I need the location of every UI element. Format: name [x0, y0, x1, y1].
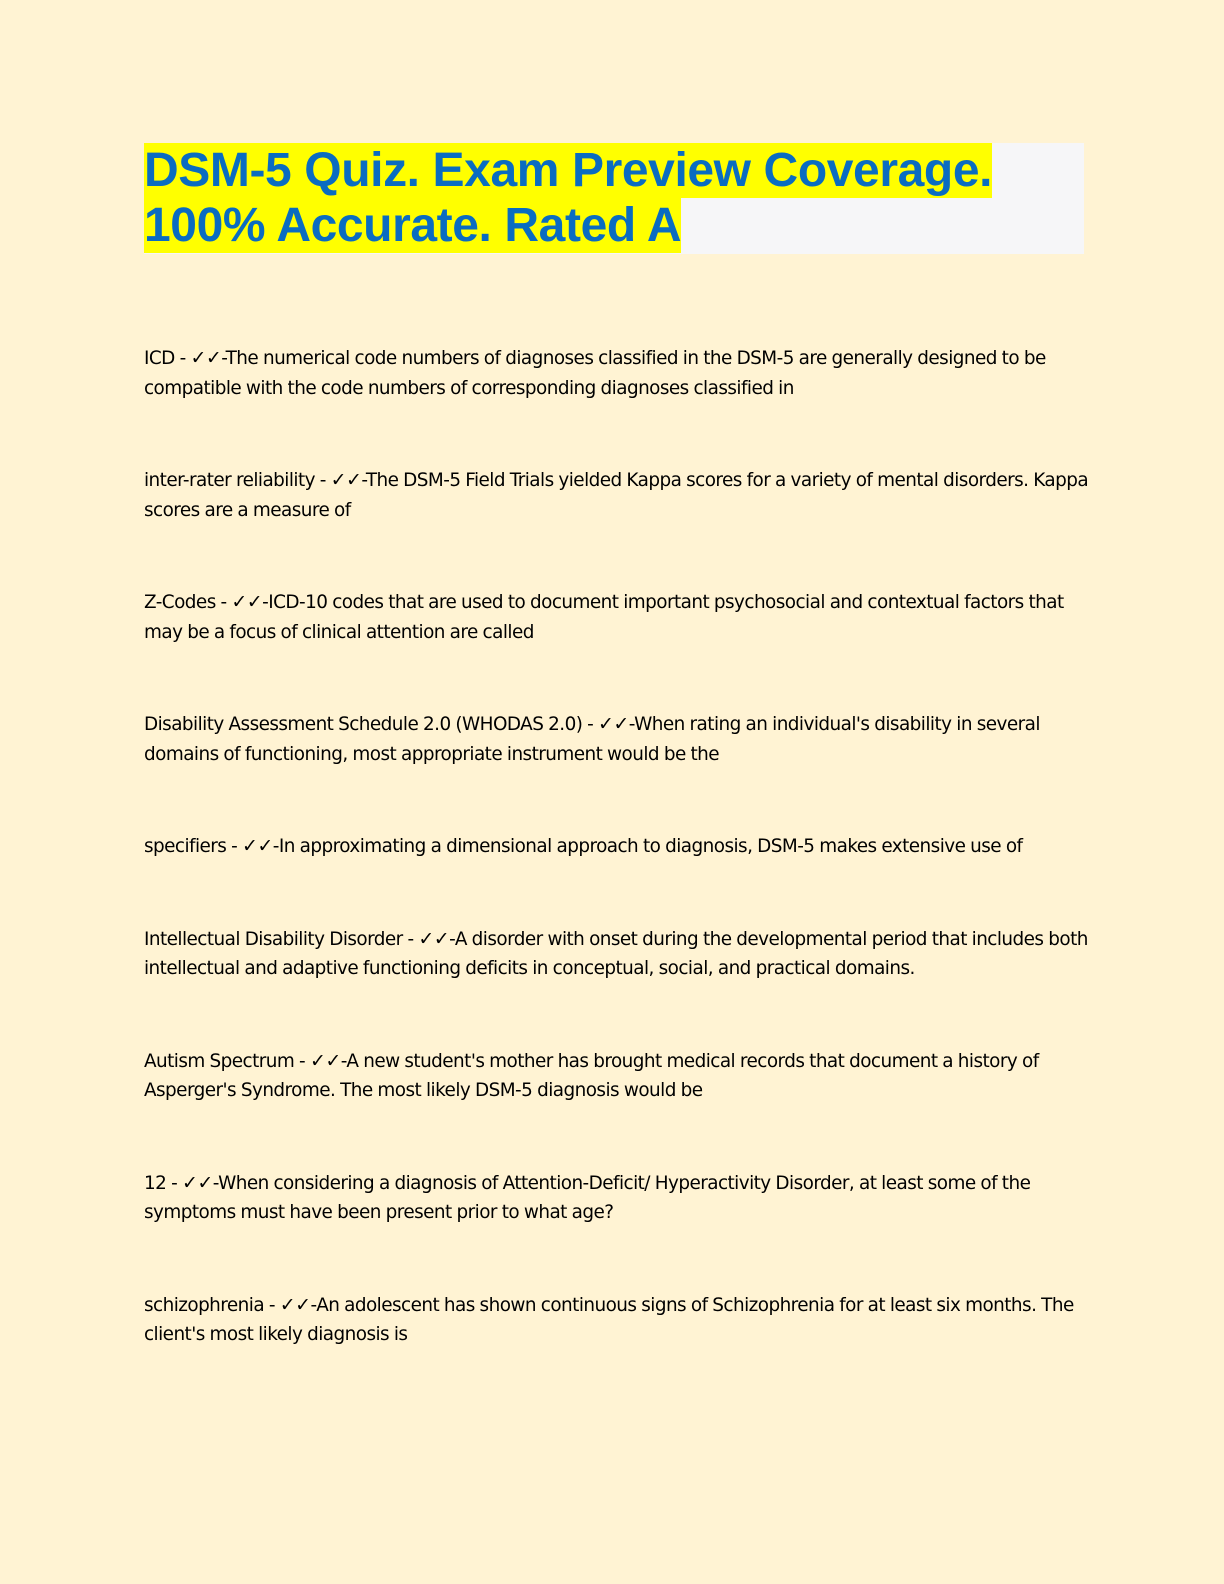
qa-definition: A disorder with onset during the developmental period that includes both intellectual and adaptive functioning deficits in conceptual, social, and practical domains.: [144, 928, 1088, 979]
qa-definition: A new student's mother has brought medical records that document a history of Asperger's Syndrome. The most likely DSM-5 diagnosis would be: [144, 1050, 1039, 1101]
qa-list: [144, 344, 1089, 1350]
qa-item: Intellectual Disability Disorder - ✓✓-A disorder with onset during the developmental period that includes both intellectual and adaptive functioning deficits in conceptual, social, and practical domains.: [144, 927, 1088, 979]
qa-item: schizophrenia - ✓✓-An adolescent has shown continuous signs of Schizophrenia for at least six months. The client's most likely diagnosis is: [144, 1293, 1074, 1345]
title-block: [144, 143, 1084, 254]
qa-term: Autism Spectrum: [144, 1050, 295, 1072]
qa-term: inter-rater reliability: [144, 470, 315, 491]
qa-term: Intellectual Disability Disorder: [144, 928, 403, 950]
qa-term: schizophrenia: [144, 1294, 265, 1316]
qa-term: Z-Codes: [144, 592, 216, 613]
double-check-icon: ✓✓: [309, 1049, 341, 1072]
double-check-icon: ✓✓: [418, 927, 450, 950]
qa-item: ICD - ✓✓-The numerical code numbers of diagnoses classified in the DSM-5 are generally designed to be compatible with the code numbers of corresponding diagnoses classified in: [144, 347, 1046, 399]
qa-definition: ICD-10 codes that are used to document important psychosocial and contextual factors that may be a focus of clinical attention are called: [144, 592, 1064, 643]
qa-definition: When considering a diagnosis of Attention-Deficit/ Hyperactivity Disorder, at least some of the symptoms must have been present prior to what age?: [144, 1172, 1031, 1223]
double-check-icon: ✓✓: [598, 713, 629, 735]
qa-item: inter-rater reliability - ✓✓-The DSM-5 Field Trials yielded Kappa scores for a variety of mental disorders. Kappa scores are a measure of: [144, 469, 1089, 521]
qa-item: Disability Assessment Schedule 2.0 (WHODAS 2.0) - ✓✓-When rating an individual's disability in several domains of functioning, most appropriate instrument would be the: [144, 713, 1040, 765]
qa-item: 12 - ✓✓-When considering a diagnosis of Attention-Deficit/ Hyperactivity Disorder, at least some of the symptoms must have been present prior to what age?: [144, 1171, 1031, 1223]
qa-term: Disability Assessment Schedule 2.0 (WHODAS 2.0): [144, 714, 583, 735]
double-check-icon: ✓✓: [330, 469, 362, 491]
qa-term: specifiers: [144, 836, 227, 857]
double-check-icon: ✓✓: [190, 347, 222, 369]
title-line-1: DSM-5 Quiz. Exam Preview Coverage.: [144, 144, 993, 197]
double-check-icon: ✓✓: [279, 1293, 311, 1316]
qa-term: ICD: [144, 348, 175, 369]
qa-item: specifiers - ✓✓-In approximating a dimensional approach to diagnosis, DSM-5 makes extensive use of: [144, 835, 1023, 857]
qa-definition: In approximating a dimensional approach to diagnosis, DSM-5 makes extensive use of: [278, 836, 1023, 857]
title-line-2: 100% Accurate. Rated A: [144, 199, 682, 252]
qa-definition: The DSM-5 Field Trials yielded Kappa scores for a variety of mental disorders. Kappa scores are a measure of: [144, 470, 1089, 521]
qa-definition: The numerical code numbers of diagnoses classified in the DSM-5 are generally designed to be compatible with the code numbers of corresponding diagnoses classified in: [144, 348, 1046, 399]
qa-term: 12: [144, 1172, 167, 1194]
qa-definition: An adolescent has shown continuous signs of Schizophrenia for at least six months. The client's most likely diagnosis is: [144, 1294, 1074, 1345]
document-title: [144, 143, 1084, 253]
double-check-icon: ✓✓: [242, 835, 273, 857]
qa-item: Z-Codes - ✓✓-ICD-10 codes that are used to document important psychosocial and contextual factors that may be a focus of clinical attention are called: [144, 591, 1064, 643]
qa-definition: When rating an individual's disability in several domains of functioning, most appropriate instrument would be the: [144, 714, 1040, 765]
double-check-icon: ✓✓: [182, 1171, 213, 1194]
double-check-icon: ✓✓: [231, 591, 263, 613]
qa-item: Autism Spectrum - ✓✓-A new student's mother has brought medical records that document a history of Asperger's Syndrome. The most likely DSM-5 diagnosis would be: [144, 1049, 1039, 1101]
